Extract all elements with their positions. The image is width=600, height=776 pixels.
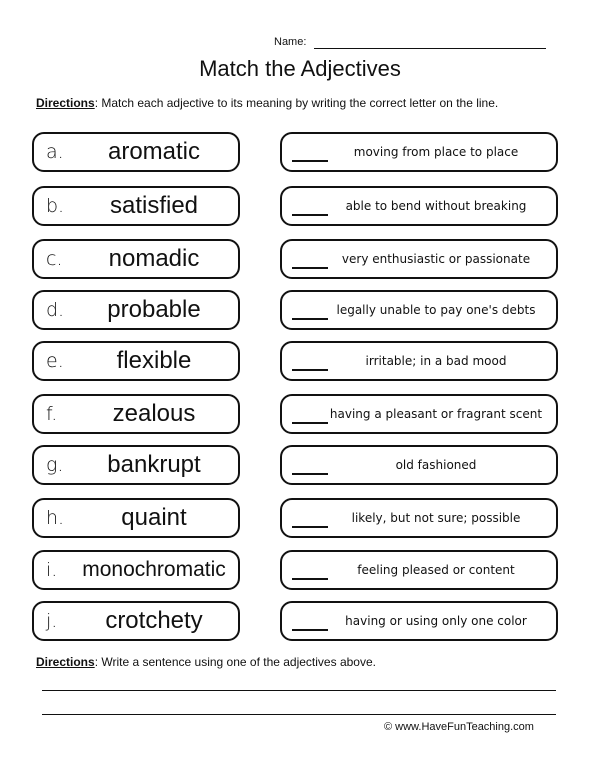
definition-text: very enthusiastic or passionate (341, 252, 531, 266)
adjective-word: monochromatic (82, 558, 226, 581)
adjective-word: crotchety (105, 607, 203, 634)
adjective-box (32, 601, 240, 641)
adjective-letter: h. (46, 507, 65, 529)
name-field-line[interactable] (314, 48, 546, 49)
definition-box (280, 601, 558, 641)
worksheet-title: Match the Adjectives (199, 56, 401, 81)
definition-box (280, 290, 558, 330)
adjective-word: zealous (112, 400, 196, 427)
definition-text: moving from place to place (353, 145, 519, 159)
adjective-box (32, 186, 240, 226)
adjective-box (32, 498, 240, 538)
adjective-word: nomadic (108, 245, 200, 272)
adjective-letter: e. (46, 350, 64, 372)
definition-box (280, 498, 558, 538)
adjective-word: bankrupt (107, 451, 201, 478)
adjective-letter: j. (46, 610, 58, 632)
directions-text: : Write a sentence using one of the adjectives above. (94, 655, 376, 669)
definition-box (280, 132, 558, 172)
adjective-letter: a. (46, 141, 64, 163)
definition-text: able to bend without breaking (345, 199, 527, 213)
copyright-footer: © www.HaveFunTeaching.com (384, 721, 534, 733)
adjective-box (32, 394, 240, 434)
definition-box (280, 394, 558, 434)
adjective-box (32, 132, 240, 172)
adjective-letter: f. (46, 403, 58, 425)
adjective-letter: c. (46, 248, 63, 270)
adjective-box (32, 239, 240, 279)
adjective-box (32, 550, 240, 590)
definition-text: having a pleasant or fragrant scent (329, 407, 543, 421)
adjective-box (32, 341, 240, 381)
definition-box (280, 445, 558, 485)
adjective-word: probable (107, 296, 201, 323)
name-field-label: Name: (274, 36, 307, 48)
adjective-letter: g. (46, 454, 64, 476)
definition-text: legally unable to pay one's debts (336, 303, 536, 317)
adjective-word: flexible (116, 347, 192, 374)
adjective-word: quaint (121, 504, 187, 531)
adjective-letter: b. (46, 195, 65, 217)
adjective-word: satisfied (109, 192, 199, 219)
adjective-box (32, 445, 240, 485)
definition-text: likely, but not sure; possible (351, 511, 521, 525)
definition-box (280, 239, 558, 279)
sentence-line[interactable] (42, 690, 556, 691)
directions-matching (36, 96, 498, 110)
directions-label: Directions (36, 96, 95, 110)
sentence-line[interactable] (42, 714, 556, 715)
directions-sentence (36, 655, 376, 669)
definition-text: irritable; in a bad mood (365, 354, 507, 368)
definition-box (280, 550, 558, 590)
definition-text: having or using only one color (345, 614, 527, 628)
adjective-letter: i. (46, 559, 58, 581)
definition-text: old fashioned (395, 458, 477, 472)
directions-label: Directions (36, 655, 95, 669)
adjective-box (32, 290, 240, 330)
adjective-letter: d. (46, 299, 65, 321)
definition-text: feeling pleased or content (357, 563, 515, 577)
adjective-word: aromatic (107, 138, 201, 165)
definition-box (280, 186, 558, 226)
definition-box (280, 341, 558, 381)
directions-text: : Match each adjective to its meaning by writing the correct letter on the line. (94, 96, 499, 110)
